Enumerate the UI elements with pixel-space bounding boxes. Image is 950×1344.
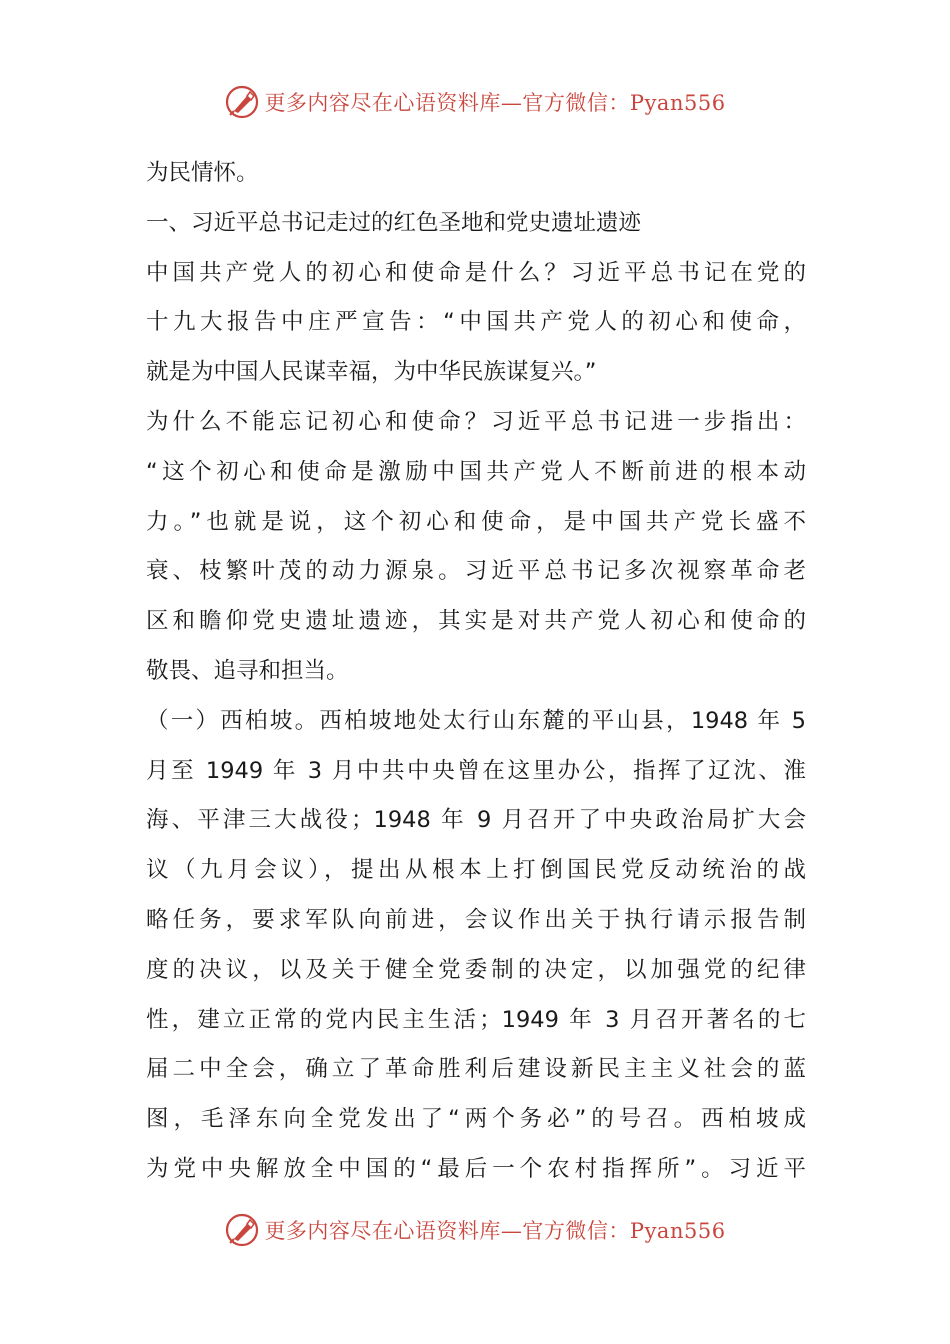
text-line: 就是为中国人民谋幸福，为中华民族谋复兴。”: [146, 359, 597, 386]
text-line: 衰、枝繁叶茂的动力源泉。习近平总书记多次视察革命老: [146, 558, 806, 585]
pen-nib-logo-icon: [224, 1212, 260, 1248]
text-line: （一）西柏坡。西柏坡地处太行山东麓的平山县，1948 年 5: [146, 707, 806, 734]
text-line: 议（九月会议），提出从根本上打倒国民党反动统治的战: [146, 857, 806, 884]
section-heading: 一、习近平总书记走过的红色圣地和党史遗址遗迹: [146, 209, 642, 236]
text-line: 为党中央解放全中国的“最后一个农村指挥所”。习近平: [146, 1155, 806, 1182]
text-line: 力。”也就是说，这个初心和使命，是中国共产党长盛不: [146, 508, 806, 535]
header-watermark-text: 更多内容尽在心语资料库—官方微信：Pyan556: [264, 91, 726, 115]
footer-watermark-text: 更多内容尽在心语资料库—官方微信：Pyan556: [264, 1219, 726, 1243]
text-line: 性，建立正常的党内民主生活；1949 年 3 月召开著名的七: [146, 1006, 806, 1033]
text-line: 届二中全会，确立了革命胜利后建设新民主主义社会的蓝: [146, 1056, 806, 1083]
footer-watermark: [0, 1210, 950, 1250]
text-line: 为民情怀。: [146, 160, 259, 186]
text-line: 中国共产党人的初心和使命是什么？习近平总书记在党的: [146, 259, 806, 286]
text-line: 为什么不能忘记初心和使命？习近平总书记进一步指出：: [146, 408, 806, 435]
text-line: 敬畏、追寻和担当。: [146, 657, 349, 684]
header-watermark: [0, 82, 950, 122]
pen-nib-logo-icon: [224, 84, 260, 120]
text-line: 月至 1949 年 3 月中共中央曾在这里办公，指挥了辽沈、淮: [146, 757, 806, 784]
text-line: 略任务，要求军队向前进，会议作出关于执行请示报告制: [146, 906, 806, 933]
text-line: 十九大报告中庄严宣告：“中国共产党人的初心和使命，: [146, 309, 806, 336]
text-line: 区和瞻仰党史遗址遗迹，其实是对共产党人初心和使命的: [146, 608, 806, 635]
text-line: 海、平津三大战役；1948 年 9 月召开了中央政治局扩大会: [146, 807, 806, 834]
text-line: “这个初心和使命是激励中国共产党人不断前进的根本动: [146, 458, 806, 485]
text-line: 度的决议，以及关于健全党委制的决定，以加强党的纪律: [146, 956, 806, 983]
document-body: [146, 149, 806, 1195]
text-line: 图，毛泽东向全党发出了“两个务必”的号召。西柏坡成: [146, 1106, 806, 1133]
